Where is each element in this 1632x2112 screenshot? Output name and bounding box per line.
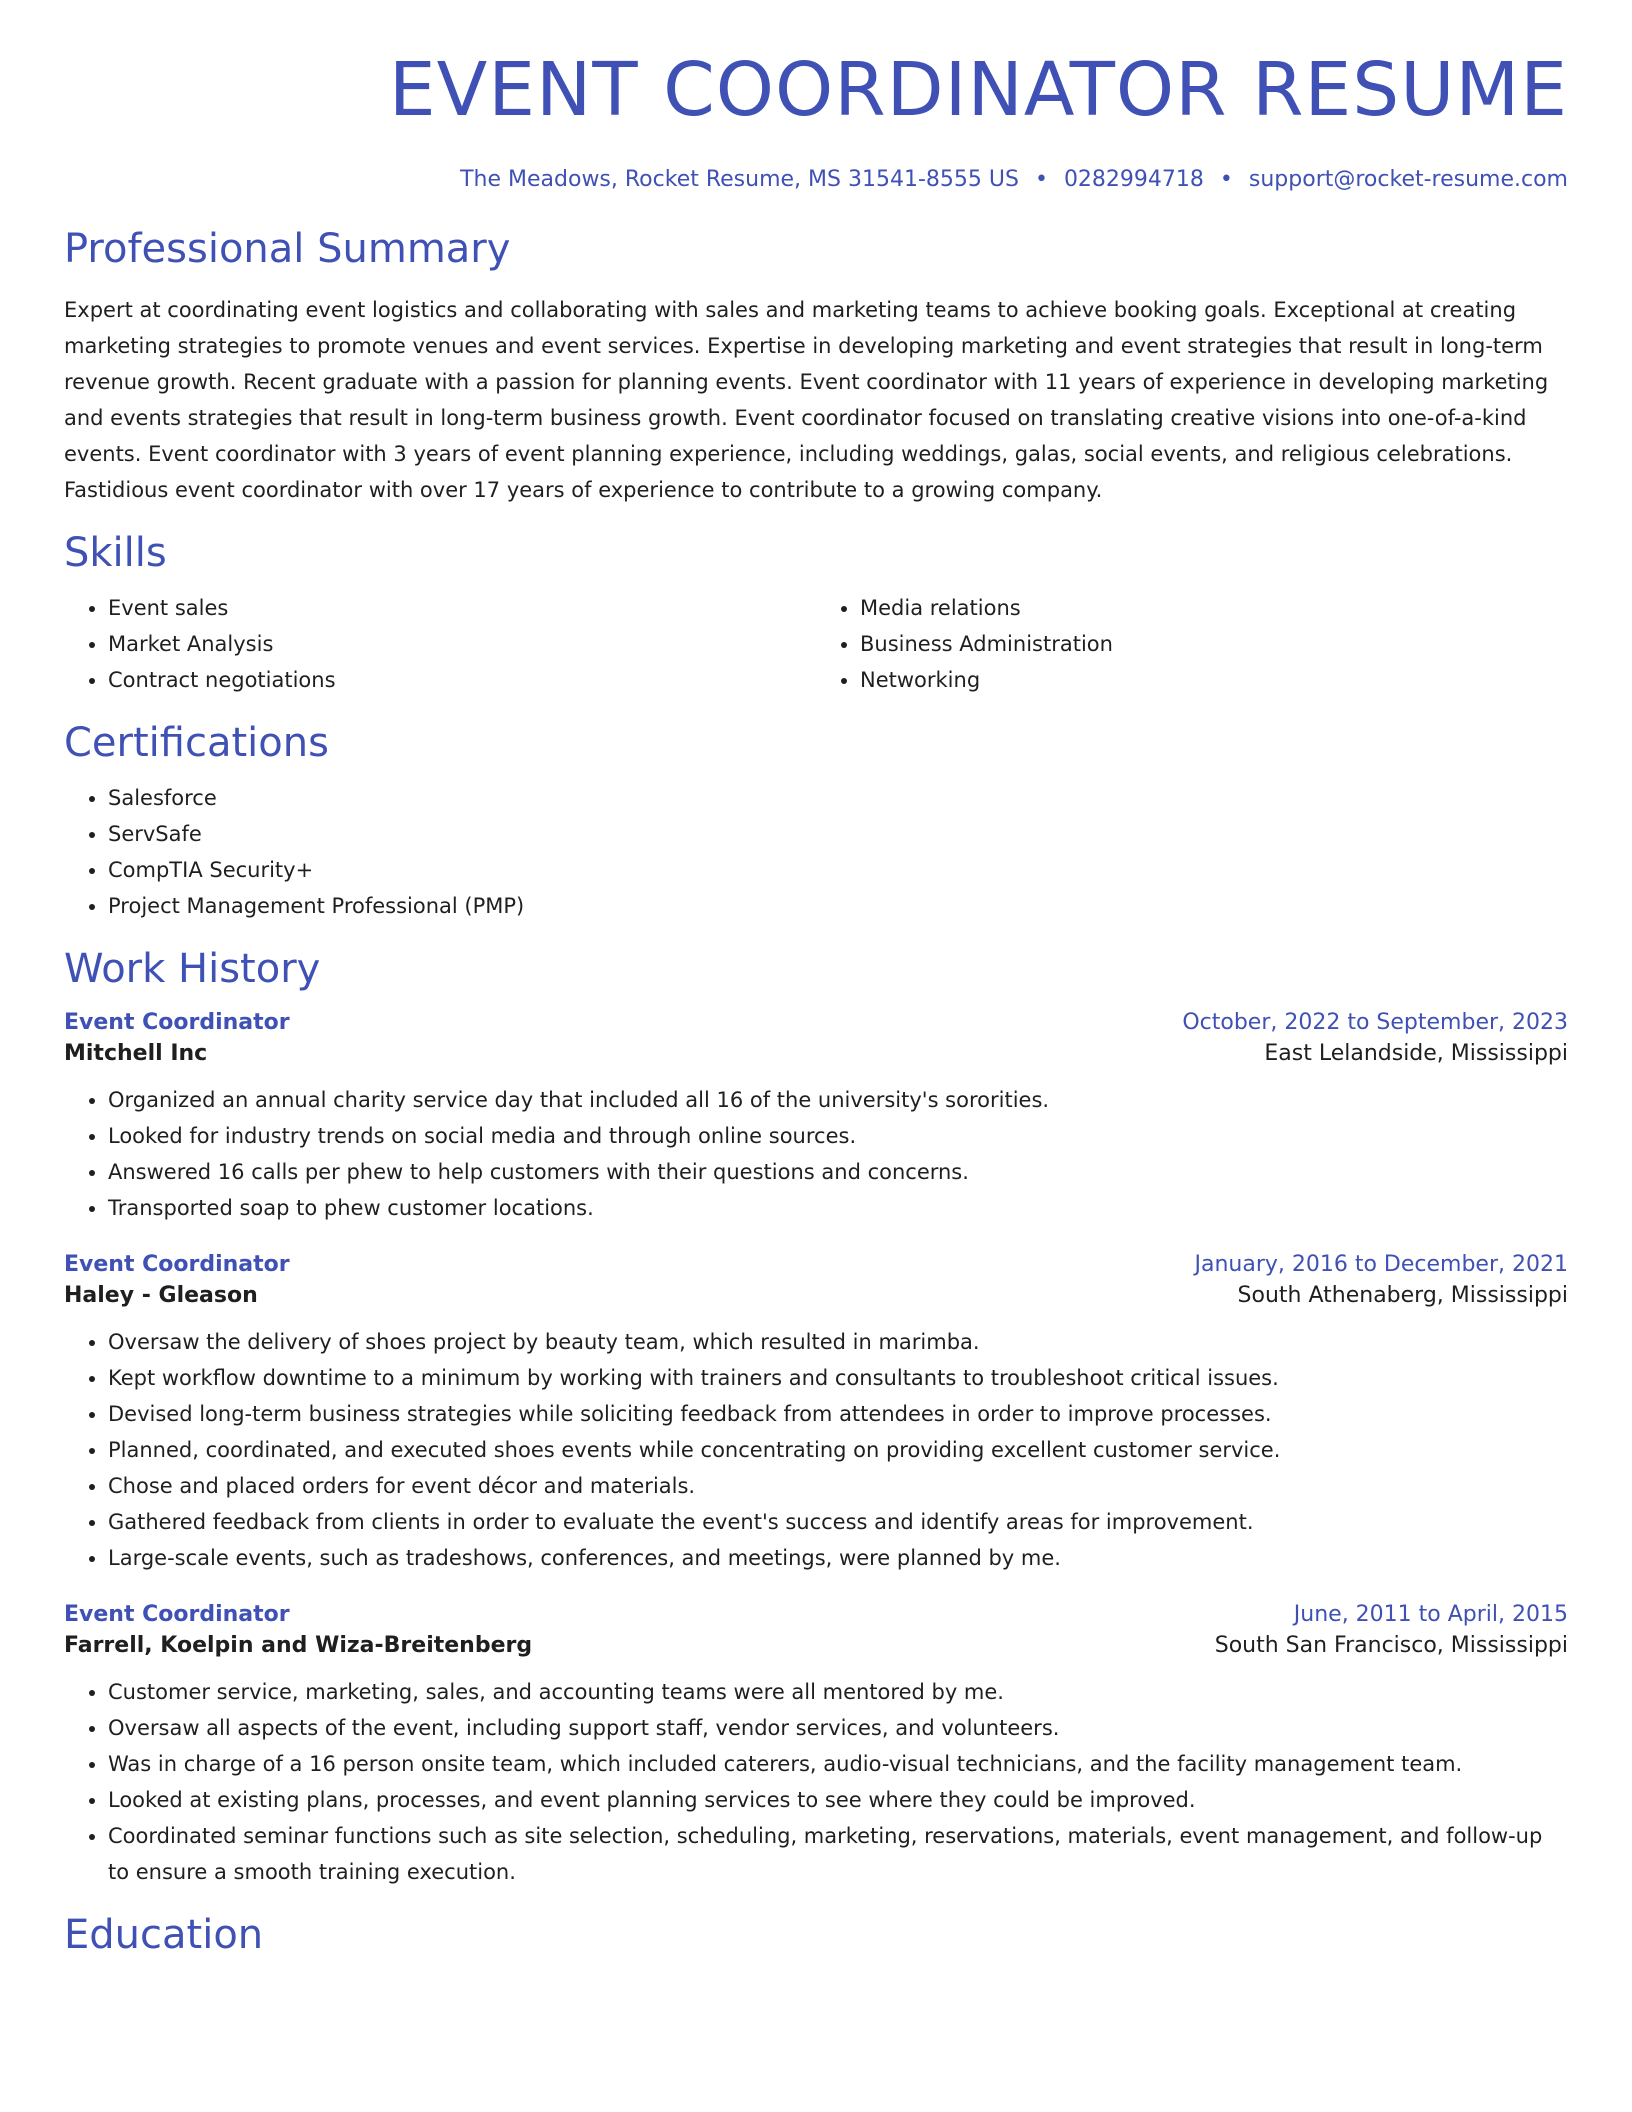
contact-separator: • — [1219, 167, 1233, 193]
job-bullet: • Answered 16 calls per phew to help customers with their questions and concerns. — [108, 1154, 1568, 1190]
job-header-row — [64, 1602, 1568, 1627]
job-bullets — [64, 1082, 1568, 1226]
skill-item: • Networking — [860, 662, 1568, 698]
skill-item: • Contract negotiations — [108, 662, 816, 698]
job-location: East Lelandside, Mississippi — [1264, 1041, 1568, 1067]
job-title: Event Coordinator — [64, 1252, 290, 1278]
job-location: South Athenaberg, Mississippi — [1237, 1283, 1568, 1309]
contact-email[interactable]: support@rocket-resume.com — [1248, 167, 1568, 193]
skill-item: • Event sales — [108, 590, 816, 626]
job-entry — [64, 1252, 1568, 1576]
skill-item: • Market Analysis — [108, 626, 816, 662]
job-bullets — [64, 1324, 1568, 1576]
job-company: Farrell, Koelpin and Wiza-Breitenberg — [64, 1633, 533, 1659]
job-title: Event Coordinator — [64, 1602, 290, 1628]
resume-title: EVENT COORDINATOR RESUME — [388, 47, 1568, 133]
job-dates: January, 2016 to December, 2021 — [1194, 1252, 1568, 1278]
certification-item: • ServSafe — [108, 816, 1568, 852]
job-header-row — [64, 1010, 1568, 1035]
job-bullet: • Gathered feedback from clients in order to evaluate the event's success and identify areas for improvement. — [108, 1504, 1568, 1540]
job-bullet: • Large-scale events, such as tradeshows, conferences, and meetings, were planned by me. — [108, 1540, 1568, 1576]
section-heading-summary: Professional Summary — [64, 226, 511, 273]
job-bullets — [64, 1674, 1568, 1890]
skill-item: • Business Administration — [860, 626, 1568, 662]
job-company: Haley - Gleason — [64, 1283, 258, 1309]
certification-item: • CompTIA Security+ — [108, 852, 1568, 888]
contact-phone: 0282994718 — [1063, 167, 1204, 193]
job-company: Mitchell Inc — [64, 1041, 208, 1067]
contact-address: The Meadows, Rocket Resume, MS 31541-8555 US — [460, 167, 1019, 193]
skills-grid — [64, 590, 1568, 698]
job-bullet: • Transported soap to phew customer locations. — [108, 1190, 1568, 1226]
summary-text: Expert at coordinating event logistics and collaborating with sales and marketing teams to achieve booking goals. Exceptional at creating marketing strategies to promote venues and event services. Expertise in developing marketing and event strategies that result in long-term revenue growth. Recent graduate with a passion for planning events. Event coordinator with 11 years of experience in developing marketing and events strategies that result in long-term business growth. Event coordinator focused on translating creative visions into one-of-a-kind events. Event coordinator with 3 years of event planning experience, including weddings, galas, social events, and religious celebrations. Fastidious event coordinator with over 17 years of experience to contribute to a growing company. — [64, 298, 1549, 503]
job-bullet: • Oversaw the delivery of shoes project by beauty team, which resulted in marimba. — [108, 1324, 1568, 1360]
job-dates: June, 2011 to April, 2015 — [1293, 1602, 1568, 1628]
section-heading-work-history: Work History — [64, 946, 321, 993]
skill-item: • Media relations — [860, 590, 1568, 626]
job-bullet: • Looked at existing plans, processes, and event planning services to see where they could be improved. — [108, 1782, 1568, 1818]
skills-list-right — [816, 590, 1568, 698]
certification-item: • Project Management Professional (PMP) — [108, 888, 1568, 924]
certification-item: • Salesforce — [108, 780, 1568, 816]
job-dates: October, 2022 to September, 2023 — [1182, 1010, 1568, 1036]
job-bullet: • Coordinated seminar functions such as site selection, scheduling, marketing, reservations, materials, event management, and follow-up to ensure a smooth training execution. — [108, 1818, 1568, 1890]
job-bullet: • Kept workflow downtime to a minimum by working with trainers and consultants to troubleshoot critical issues. — [108, 1360, 1568, 1396]
job-entry — [64, 1602, 1568, 1890]
job-bullet: • Oversaw all aspects of the event, including support staff, vendor services, and volunteers. — [108, 1710, 1568, 1746]
job-location: South San Francisco, Mississippi — [1214, 1633, 1568, 1659]
job-bullet: • Devised long-term business strategies while soliciting feedback from attendees in order to improve processes. — [108, 1396, 1568, 1432]
certifications-list — [64, 780, 1568, 924]
job-bullet: • Was in charge of a 16 person onsite team, which included caterers, audio-visual technicians, and the facility management team. — [108, 1746, 1568, 1782]
job-bullet: • Chose and placed orders for event décor and materials. — [108, 1468, 1568, 1504]
job-bullet: • Planned, coordinated, and executed shoes events while concentrating on providing excellent customer service. — [108, 1432, 1568, 1468]
job-bullet: • Organized an annual charity service day that included all 16 of the university's sororities. — [108, 1082, 1568, 1118]
job-company-row — [64, 1633, 1568, 1658]
job-title: Event Coordinator — [64, 1010, 290, 1036]
job-bullet: • Looked for industry trends on social media and through online sources. — [108, 1118, 1568, 1154]
section-heading-education: Education — [64, 1912, 264, 1959]
contact-separator: • — [1034, 167, 1048, 193]
job-company-row — [64, 1041, 1568, 1066]
job-entry — [64, 1010, 1568, 1226]
contact-line — [64, 167, 1568, 192]
job-company-row — [64, 1283, 1568, 1308]
skills-list-left — [64, 590, 816, 698]
job-header-row — [64, 1252, 1568, 1277]
section-heading-skills: Skills — [64, 530, 167, 577]
job-bullet: • Customer service, marketing, sales, and accounting teams were all mentored by me. — [108, 1674, 1568, 1710]
section-heading-certifications: Certifications — [64, 720, 329, 767]
